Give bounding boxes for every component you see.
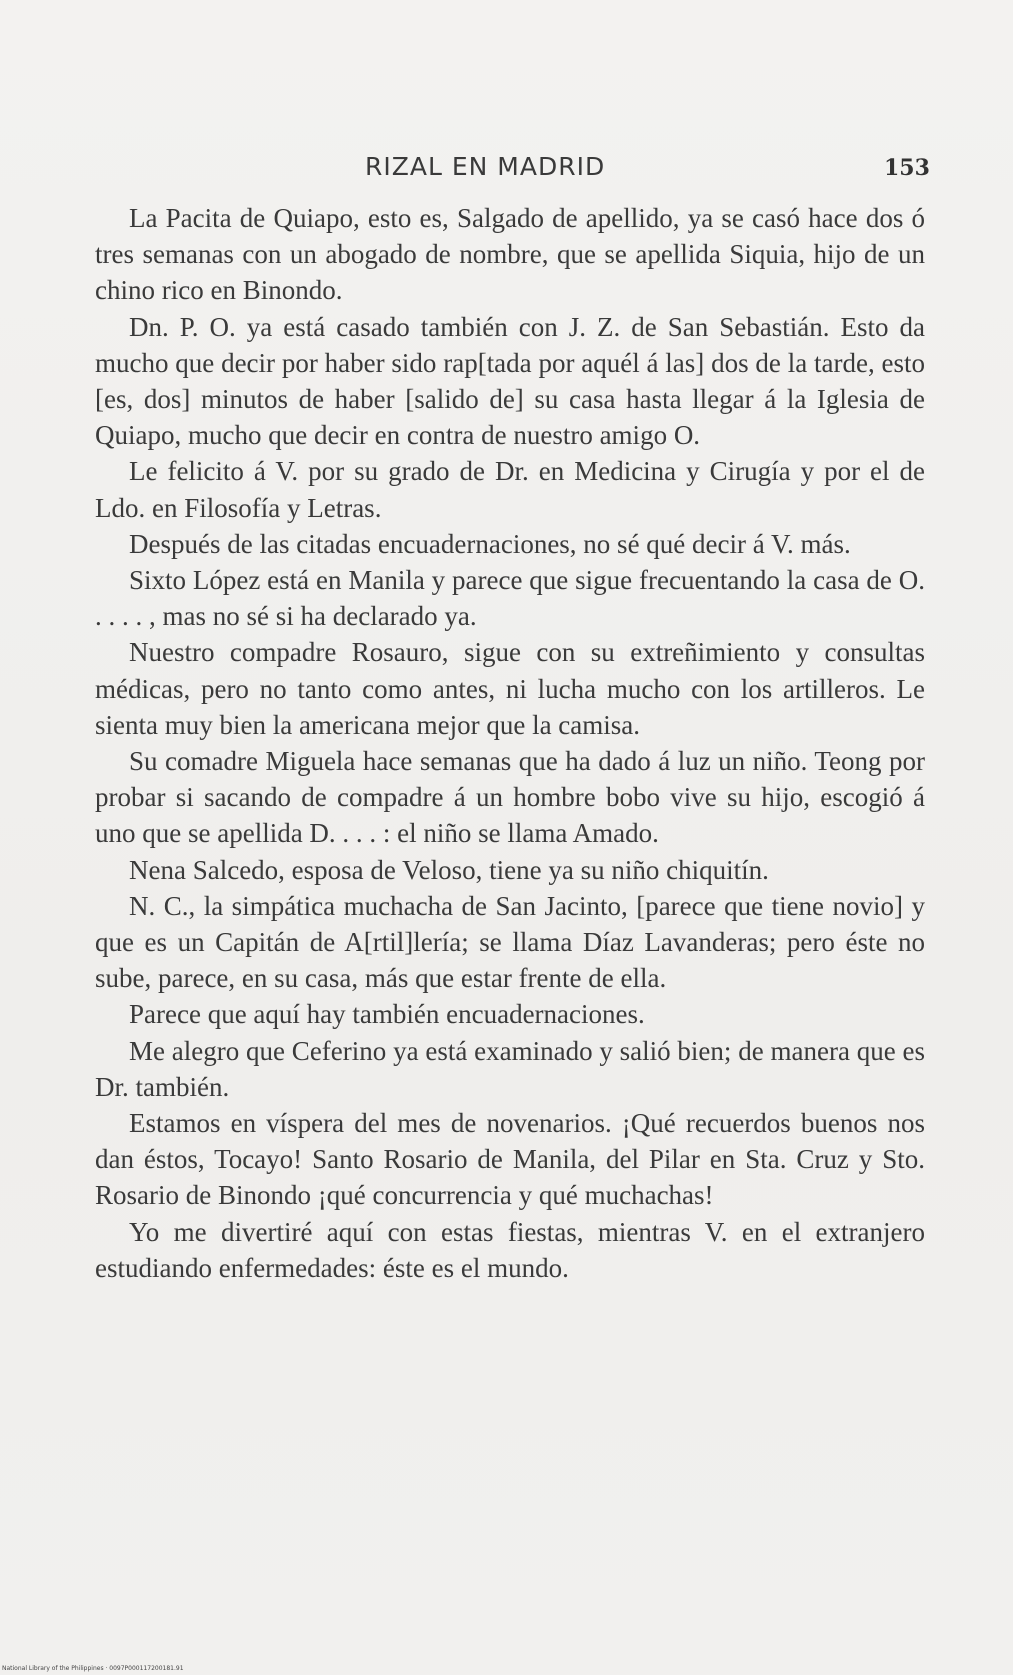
paragraph: Yo me divertiré aquí con estas fiestas, mientras V. en el extranjero estudiando enfermedades: éste es el mundo. bbox=[95, 1216, 925, 1283]
paragraph: N. C., la simpática muchacha de San Jacinto, [parece que tiene novio] y que es un Capitán de A[rtil]lería; se llama Díaz Lavanderas; pero éste no sube, parece, en su casa, más que estar frente de ella. bbox=[95, 890, 925, 994]
paragraph: Parece que aquí hay también encuadernaciones. bbox=[129, 999, 645, 1030]
paragraph: Sixto López está en Manila y parece que sigue frecuentando la casa de O. . . . . , mas no sé si ha declarado ya. bbox=[95, 565, 925, 632]
paragraph: La Pacita de Quiapo, esto es, Salgado de apellido, ya se casó hace dos ó tres semanas con un abogado de nombre, que se apellida Siquia, hijo de un chino rico en Binondo. bbox=[95, 203, 925, 306]
body-text bbox=[95, 200, 925, 1286]
paragraph: Nuestro compadre Rosauro, sigue con su extreñimiento y consultas médicas, pero no tanto como antes, ni lucha mucho con los artilleros. Le sienta muy bien la americana mejor que la camisa. bbox=[95, 637, 925, 740]
paragraph: Me alegro que Ceferino ya está examinado y salió bien; de manera que es Dr. también. bbox=[95, 1035, 925, 1102]
page-number: 153 bbox=[884, 155, 930, 181]
scan-credit: National Library of the Philippines · 0097P000117200181.91 bbox=[2, 1665, 184, 1672]
running-head-title: RIZAL EN MADRID bbox=[365, 152, 606, 181]
paragraph: Le felicito á V. por su grado de Dr. en Medicina y Cirugía y por el de Ldo. en Filosofía y Letras. bbox=[95, 456, 925, 523]
paragraph: Después de las citadas encuadernaciones, no sé qué decir á V. más. bbox=[129, 528, 851, 559]
paragraph: Su comadre Miguela hace semanas que ha dado á luz un niño. Teong por probar si sacando de compadre á un hombre bobo vive su hijo, escogió á uno que se apellida D. . . . : el niño se llama Amado. bbox=[95, 746, 925, 849]
paragraph: Dn. P. O. ya está casado también con J. Z. de San Sebastián. Esto da mucho que decir por haber sido rap[tada por aquél á las] dos de la tarde, esto [es, dos] minutos de haber [salido de] su casa hasta llegar á la Iglesia de Quiapo, mucho que decir en contra de nuestro amigo O. bbox=[95, 311, 925, 451]
paragraph: Nena Salcedo, esposa de Veloso, tiene ya su niño chiquitín. bbox=[129, 854, 769, 885]
paragraph: Estamos en víspera del mes de novenarios. ¡Qué recuerdos buenos nos dan éstos, Tocayo! Santo Rosario de Manila, del Pilar en Sta. Cruz y Sto. Rosario de Binondo ¡qué concurrencia y qué muchachas! bbox=[95, 1108, 925, 1211]
